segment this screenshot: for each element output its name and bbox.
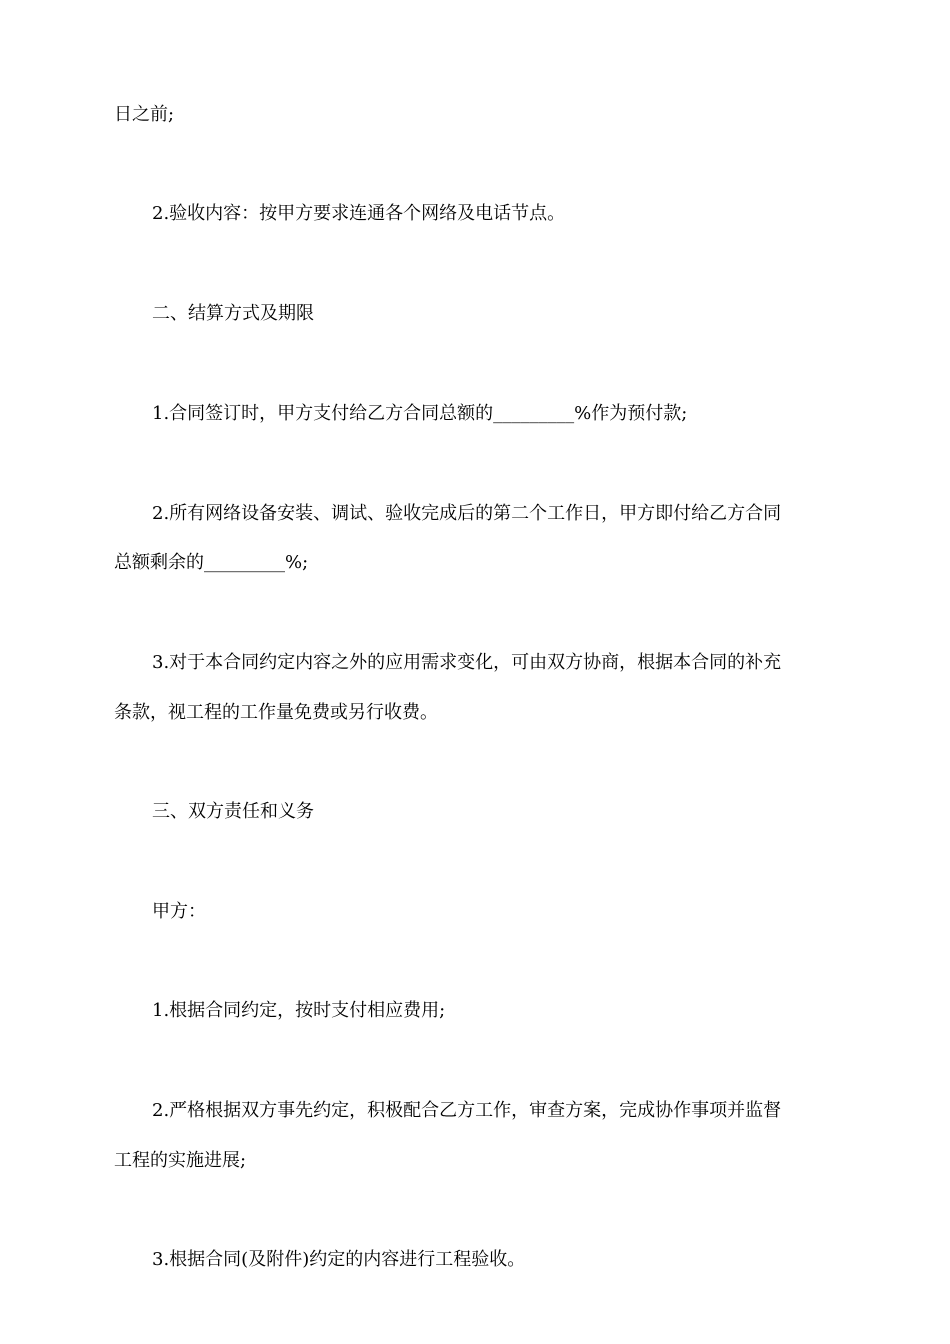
text-line: 3.对于本合同约定内容之外的应用需求变化，可由双方协商，根据本合同的补充 [152,652,782,673]
text-line: 工程的实施进展; [114,1150,247,1171]
party-label: 甲方： [152,901,206,922]
text-line: 2.验收内容：按甲方要求连通各个网络及电话节点。 [152,203,566,224]
section-heading: 三、双方责任和义务 [152,801,314,822]
text-line: 总额剩余的_________%; [114,552,309,573]
text-line: 1.根据合同约定，按时支付相应费用; [152,1000,446,1021]
text-line: 3.根据合同(及附件)约定的内容进行工程验收。 [152,1249,526,1270]
text-line: 日之前; [114,104,175,125]
text-line: 条款，视工程的工作量免费或另行收费。 [114,702,438,723]
text-line: 2.所有网络设备安装、调试、验收完成后的第二个工作日，甲方即付给乙方合同 [152,503,782,524]
section-heading: 二、结算方式及期限 [152,303,314,324]
text-line: 2.严格根据双方事先约定，积极配合乙方工作，审查方案，完成协作事项并监督 [152,1100,782,1121]
text-line: 1.合同签订时，甲方支付给乙方合同总额的_________%作为预付款; [152,403,688,424]
